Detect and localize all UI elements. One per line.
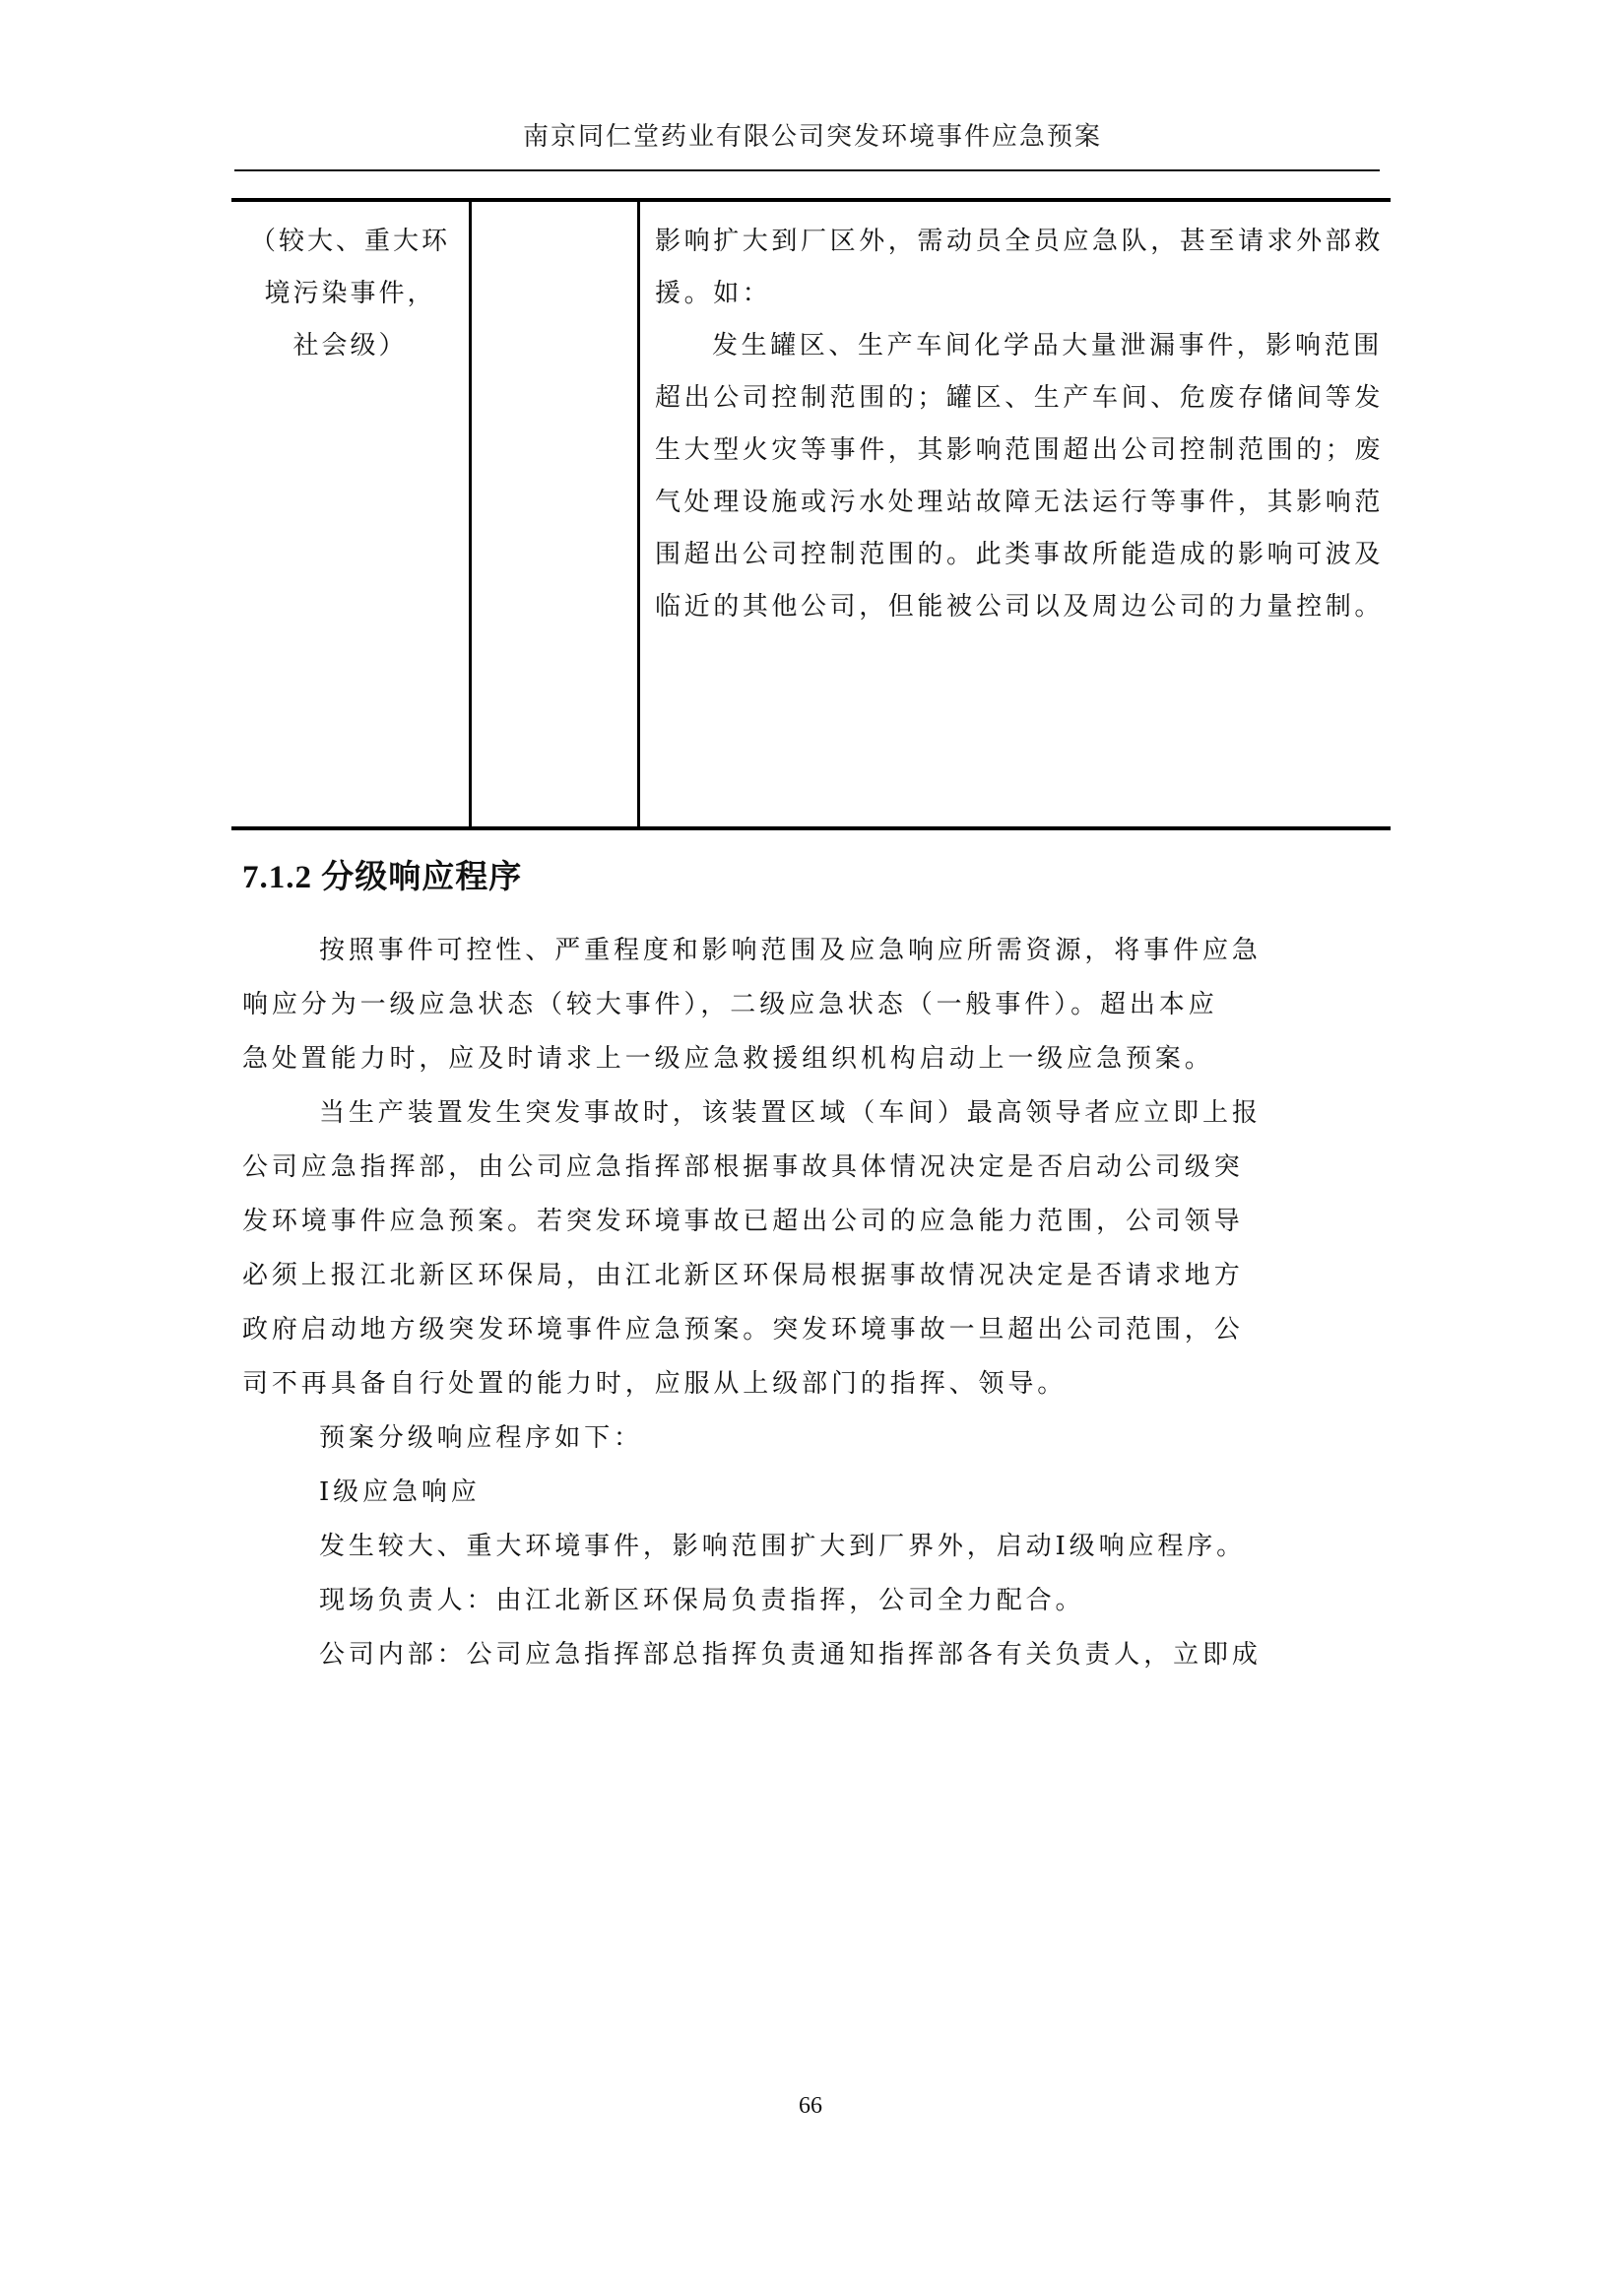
paragraph-line: 当生产装置发生突发事故时，该装置区域（车间）最高领导者应立即上报 bbox=[319, 1098, 1262, 1128]
section-body bbox=[242, 924, 1385, 1682]
table-column-divider bbox=[637, 198, 640, 830]
table-cell-level bbox=[231, 216, 469, 372]
header-rule bbox=[234, 169, 1380, 171]
table-cell-description bbox=[655, 216, 1385, 633]
cell-line: 境污染事件， bbox=[264, 279, 436, 308]
table-column-divider bbox=[469, 198, 472, 830]
paragraph-line: 必须上报江北新区环保局，由江北新区环保局根据事故情况决定是否请求地方 bbox=[242, 1261, 1244, 1290]
paragraph-line: 急处置能力时，应及时请求上一级应急救援组织机构启动上一级应急预案。 bbox=[242, 1044, 1214, 1074]
response-level-table bbox=[231, 198, 1391, 830]
paragraph-line: 公司内部：公司应急指挥部总指挥负责通知指挥部各有关负责人，立即成 bbox=[319, 1640, 1262, 1670]
cell-line: 超出公司控制范围的；罐区、生产车间、危废存储间等发 bbox=[655, 383, 1385, 413]
cell-line: 生大型火灾等事件，其影响范围超出公司控制范围的；废 bbox=[655, 435, 1385, 465]
cell-line: 围超出公司控制范围的。此类事故所能造成的影响可波及 bbox=[655, 540, 1385, 569]
paragraph-line: 按照事件可控性、严重程度和影响范围及应急响应所需资源，将事件应急 bbox=[319, 936, 1262, 965]
section-heading: 7.1.2 分级响应程序 bbox=[242, 860, 523, 895]
cell-line: 发生罐区、生产车间化学品大量泄漏事件，影响范围 bbox=[712, 331, 1383, 361]
cell-line: 社会级） bbox=[292, 331, 408, 361]
page-header-title: 南京同仁堂药业有限公司突发环境事件应急预案 bbox=[522, 122, 1102, 152]
paragraph-line: 发环境事件应急预案。若突发环境事故已超出公司的应急能力范围，公司领导 bbox=[242, 1207, 1244, 1236]
paragraph-line: 响应分为一级应急状态（较大事件），二级应急状态（一般事件）。超出本应 bbox=[242, 990, 1218, 1019]
cell-line: 援。如： bbox=[655, 279, 772, 308]
subheading-line: Ⅰ级应急响应 bbox=[319, 1477, 481, 1507]
paragraph-line: 现场负责人：由江北新区环保局负责指挥，公司全力配合。 bbox=[319, 1586, 1085, 1615]
paragraph-line: 预案分级响应程序如下： bbox=[319, 1423, 643, 1453]
cell-line: 气处理设施或污水处理站故障无法运行等事件，其影响范 bbox=[655, 488, 1385, 517]
cell-line: 影响扩大到厂区外，需动员全员应急队，甚至请求外部救 bbox=[655, 227, 1385, 256]
paragraph-line: 司不再具备自行处置的能力时，应服从上级部门的指挥、领导。 bbox=[242, 1369, 1068, 1399]
paragraph-line: 发生较大、重大环境事件，影响范围扩大到厂界外，启动Ⅰ级响应程序。 bbox=[319, 1532, 1247, 1561]
cell-line: 临近的其他公司，但能被公司以及周边公司的力量控制。 bbox=[655, 592, 1385, 622]
cell-line: （较大、重大环 bbox=[249, 227, 450, 256]
page-number: 66 bbox=[799, 2093, 822, 2119]
table-top-border bbox=[231, 198, 1391, 202]
paragraph-line: 公司应急指挥部，由公司应急指挥部根据事故具体情况决定是否启动公司级突 bbox=[242, 1152, 1244, 1182]
table-bottom-border bbox=[231, 826, 1391, 830]
paragraph-line: 政府启动地方级突发环境事件应急预案。突发环境事故一旦超出公司范围，公 bbox=[242, 1315, 1244, 1345]
